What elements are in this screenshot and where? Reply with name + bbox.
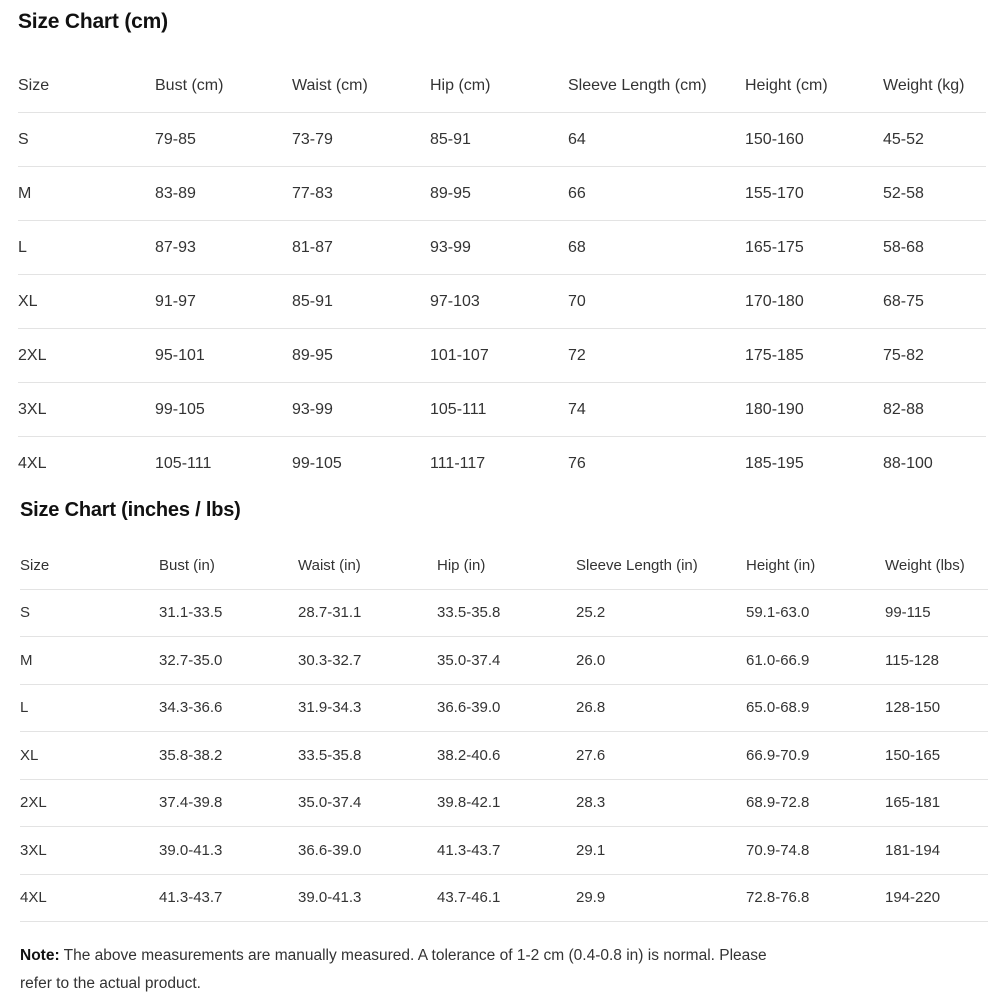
measurement-cell: 41.3-43.7: [437, 827, 576, 875]
measurement-cell: 72: [568, 329, 745, 383]
size-cell: 4XL: [20, 874, 159, 922]
table-header-row: [18, 59, 986, 113]
measurement-cell: 93-99: [430, 221, 568, 275]
measurement-cell: 39.0-41.3: [298, 874, 437, 922]
measurement-cell: 41.3-43.7: [159, 874, 298, 922]
measurement-cell: 35.8-38.2: [159, 732, 298, 780]
measurement-cell: 99-105: [155, 383, 292, 437]
measurement-note: [20, 942, 780, 998]
column-header: Sleeve Length (cm): [568, 59, 745, 113]
column-header: Sleeve Length (in): [576, 542, 746, 589]
measurement-cell: 150-160: [745, 113, 883, 167]
measurement-cell: 95-101: [155, 329, 292, 383]
measurement-cell: 26.8: [576, 684, 746, 732]
measurement-cell: 35.0-37.4: [437, 637, 576, 685]
table-row: [20, 874, 988, 922]
measurement-cell: 72.8-76.8: [746, 874, 885, 922]
measurement-cell: 37.4-39.8: [159, 779, 298, 827]
measurement-cell: 39.0-41.3: [159, 827, 298, 875]
measurement-cell: 25.2: [576, 589, 746, 637]
measurement-cell: 64: [568, 113, 745, 167]
measurement-cell: 111-117: [430, 454, 486, 472]
measurement-cell: 97-103: [430, 275, 568, 329]
measurement-cell: 89-95: [430, 167, 568, 221]
measurement-cell: 38.2-40.6: [437, 732, 576, 780]
column-header: Waist (cm): [292, 59, 430, 113]
measurement-cell: 59.1-63.0: [746, 589, 885, 637]
size-cell: L: [18, 221, 155, 275]
column-header: Hip (cm): [430, 59, 568, 113]
measurement-cell: 74: [568, 383, 745, 437]
column-header: Size: [20, 542, 159, 589]
measurement-cell: 66.9-70.9: [746, 732, 885, 780]
size-cell: M: [18, 167, 155, 221]
measurement-cell: 30.3-32.7: [298, 637, 437, 685]
measurement-cell: 101-107: [430, 329, 568, 383]
size-chart-in-title: Size Chart (inches / lbs): [20, 499, 241, 521]
measurement-cell: 76: [568, 454, 586, 472]
measurement-cell: 35.0-37.4: [298, 779, 437, 827]
measurement-cell: 29.1: [576, 827, 746, 875]
table-row: [20, 637, 988, 685]
measurement-cell: 27.6: [576, 732, 746, 780]
column-header: Weight (kg): [883, 59, 986, 113]
measurement-cell: 43.7-46.1: [437, 874, 576, 922]
measurement-cell: 66: [568, 167, 745, 221]
measurement-cell: 194-220: [885, 874, 988, 922]
table-header-row: [20, 542, 988, 589]
measurement-cell: 181-194: [885, 827, 988, 875]
measurement-cell: 29.9: [576, 874, 746, 922]
column-header: Hip (in): [437, 542, 576, 589]
measurement-cell: 68.9-72.8: [746, 779, 885, 827]
measurement-cell: 81-87: [292, 221, 430, 275]
measurement-cell: 33.5-35.8: [298, 732, 437, 780]
note-label: Note:: [20, 947, 60, 964]
table-row: [18, 437, 986, 491]
table-row: [20, 732, 988, 780]
measurement-cell: 33.5-35.8: [437, 589, 576, 637]
table-row: [18, 113, 986, 167]
table-row: [20, 779, 988, 827]
measurement-cell: 93-99: [292, 383, 430, 437]
measurement-cell: 85-91: [430, 113, 568, 167]
measurement-cell: 73-79: [292, 113, 430, 167]
table-row: [20, 589, 988, 637]
measurement-cell: 32.7-35.0: [159, 637, 298, 685]
size-chart-in-table: [20, 542, 988, 922]
measurement-cell: 85-91: [292, 275, 430, 329]
measurement-cell: 88-100: [883, 454, 933, 472]
measurement-cell: 150-165: [885, 732, 988, 780]
measurement-cell: 68: [568, 221, 745, 275]
measurement-cell: 180-190: [745, 383, 883, 437]
measurement-cell: 61.0-66.9: [746, 637, 885, 685]
measurement-cell: 128-150: [885, 684, 988, 732]
table-row: [18, 221, 986, 275]
table-row: [18, 329, 986, 383]
measurement-cell: 75-82: [883, 329, 986, 383]
measurement-cell: 79-85: [155, 113, 292, 167]
measurement-cell: 115-128: [885, 637, 988, 685]
measurement-cell: 45-52: [883, 113, 986, 167]
measurement-cell: 99-115: [885, 589, 988, 637]
measurement-cell: 105-111: [155, 454, 212, 472]
size-cell: S: [20, 589, 159, 637]
measurement-cell: 52-58: [883, 167, 986, 221]
measurement-cell: 77-83: [292, 167, 430, 221]
measurement-cell: 165-181: [885, 779, 988, 827]
measurement-cell: 175-185: [745, 329, 883, 383]
table-row: [18, 383, 986, 437]
measurement-cell: 70.9-74.8: [746, 827, 885, 875]
size-cell: 4XL: [18, 454, 47, 472]
measurement-cell: 165-175: [745, 221, 883, 275]
size-cell: M: [20, 637, 159, 685]
column-header: Size: [18, 59, 155, 113]
column-header: Waist (in): [298, 542, 437, 589]
size-cell: XL: [18, 275, 155, 329]
column-header: Bust (in): [159, 542, 298, 589]
size-chart-cm-table: [18, 59, 986, 490]
column-header: Bust (cm): [155, 59, 292, 113]
measurement-cell: 82-88: [883, 383, 986, 437]
size-chart-cm-title: Size Chart (cm): [18, 10, 168, 33]
measurement-cell: 170-180: [745, 275, 883, 329]
measurement-cell: 34.3-36.6: [159, 684, 298, 732]
measurement-cell: 31.1-33.5: [159, 589, 298, 637]
size-cell: XL: [20, 732, 159, 780]
measurement-cell: 28.3: [576, 779, 746, 827]
measurement-cell: 155-170: [745, 167, 883, 221]
size-cell: 2XL: [20, 779, 159, 827]
measurement-cell: 36.6-39.0: [437, 684, 576, 732]
measurement-cell: 89-95: [292, 329, 430, 383]
size-cell: L: [20, 684, 159, 732]
table-row: [18, 275, 986, 329]
measurement-cell: 99-105: [292, 454, 342, 472]
size-cell: 3XL: [20, 827, 159, 875]
measurement-cell: 185-195: [745, 454, 804, 472]
measurement-cell: 83-89: [155, 167, 292, 221]
measurement-cell: 87-93: [155, 221, 292, 275]
column-header: Weight (lbs): [885, 542, 988, 589]
measurement-cell: 26.0: [576, 637, 746, 685]
measurement-cell: 36.6-39.0: [298, 827, 437, 875]
size-cell: 3XL: [18, 383, 155, 437]
measurement-cell: 105-111: [430, 383, 568, 437]
note-text: The above measurements are manually measured. A tolerance of 1-2 cm (0.4-0.8 in) is normal. Please refer to the actual product.: [20, 947, 767, 992]
size-cell: S: [18, 113, 155, 167]
column-header: Height (cm): [745, 59, 883, 113]
table-row: [20, 827, 988, 875]
measurement-cell: 70: [568, 275, 745, 329]
column-header: Height (in): [746, 542, 885, 589]
measurement-cell: 39.8-42.1: [437, 779, 576, 827]
measurement-cell: 58-68: [883, 221, 986, 275]
measurement-cell: 31.9-34.3: [298, 684, 437, 732]
table-row: [18, 167, 986, 221]
measurement-cell: 28.7-31.1: [298, 589, 437, 637]
measurement-cell: 91-97: [155, 275, 292, 329]
measurement-cell: 65.0-68.9: [746, 684, 885, 732]
measurement-cell: 68-75: [883, 275, 986, 329]
table-row: [20, 684, 988, 732]
size-cell: 2XL: [18, 329, 155, 383]
